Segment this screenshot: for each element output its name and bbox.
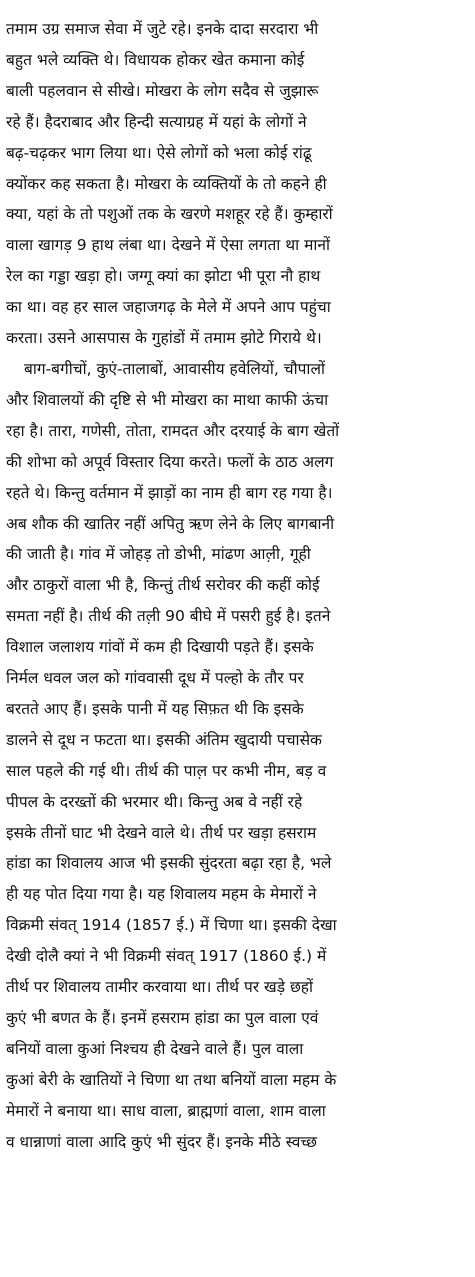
text-line: बाग-बगीचों, कुएं-तालाबों, आवासीय हवेलियों, चौपालों (24, 359, 325, 378)
text-line: साल पहले की गई थी। तीर्थ की पाल़ पर कभी नीम, बड़ व (6, 761, 327, 780)
text-line: करता। उसने आसपास के गुहांडों में तमाम झोटे गिराये थे। (6, 329, 322, 348)
text-line: विक्रमी संवत् 1914 (1857 ई.) में चिणा था। इसकी देखा (6, 916, 337, 935)
text-line: का था। वह हर साल जहाजगढ़ के मेले में अपने आप पहुंचा (6, 298, 331, 317)
body-text (6, 14, 472, 1158)
text-line: तमाम उग्र समाज सेवा में जुटे रहे। इनके दादा सरदारा भी (6, 20, 319, 38)
text-line: और शिवालयों की दृष्टि से भी मोखरा का माथा काफी ऊंचा (6, 390, 329, 409)
text-line: बाली पहलवान से सीखे। मोखरा के लोग सदैव से जुझारू (6, 81, 319, 100)
text-line: इसके तीनों घाट भी देखने वाले थे। तीर्थ पर खड़ा हसराम (6, 823, 317, 842)
text-line: रेल का गड्डा खड़ा हो। जग्गू क्यां का झोटा भी पूरा नौ हाथ (6, 267, 321, 286)
text-line: पीपल के दरख्तों की भरमार थी। किन्तु अब वे नहीं रहे (6, 792, 303, 811)
text-line: रहते थे। किन्तु वर्तमान में झाड़ों का नाम ही बाग रह गया है। (6, 483, 333, 502)
text-line: और ठाकुरों वाला भी है, किन्तुं तीर्थ सरोवर की कहीं कोई (6, 576, 320, 595)
text-line: बढ़-चढ़कर भाग लिया था। ऐसे लोगों को भला कोई रांढू (6, 143, 312, 162)
text-line: वाला खागड़ 9 हाथ लंबा था। देखने में ऐसा लगता था मानों (6, 236, 330, 255)
text-line: अब शौक की खातिर नहीं अपितु ऋण लेने के लिए बागबानी (6, 514, 335, 533)
text-line: बरतते आए हैं। इसके पानी में यह सिफ़त थी कि इसके (6, 699, 304, 718)
text-line: समता नहीं है। तीर्थ की तल़ी 90 बीघे में पसरी हुई है। इतने (6, 607, 331, 626)
text-line: बनियों वाला कुआं निश्चय ही देखने वाले हैं। पुल वाला (6, 1039, 304, 1058)
text-line: हांडा का शिवालय आज भी इसकी सुंदरता बढ़ा रहा है, भले (6, 854, 332, 873)
paragraph-1 (6, 14, 472, 354)
text-line: निर्मल धवल जल को गांववासी दूध में पल्हो के तौर पर (6, 669, 304, 688)
text-line: ही यह पोत दिया गया है। यह शिवालय महम के मेमारों ने (6, 885, 317, 904)
text-line: रहा है। तारा, गणेसी, तोता, रामदत और दरयाई के बाग खेतों (6, 421, 340, 440)
text-line: विशाल जलाशय गांवों में कम ही दिखायी पड़ते हैं। इसके (6, 638, 314, 657)
text-line: क्या, यहां के तो पशुओं तक के खरणे मशहूर रहे हैं। कुम्हारों (6, 205, 333, 224)
text-line: तीर्थ पर शिवालय तामीर करवाया था। तीर्थ पर खड़े छहों (6, 978, 314, 997)
text-line: क्योंकर कह सकता है। मोखरा के व्यक्तियों के तो कहने ही (6, 174, 327, 193)
text-line: कुआं बेरी के खातियों ने चिणा था तथा बनियों वाला महम के (6, 1070, 337, 1089)
text-line: रहे हैं। हैदराबाद और हिन्दी सत्याग्रह में यहां के लोगों ने (6, 112, 307, 131)
text-line: बहुत भले व्यक्ति थे। विधायक होकर खेत कमाना कोई (6, 50, 305, 69)
text-line: डालने से दूध न फटता था। इसकी अंतिम खुदायी पचासेक (6, 730, 322, 749)
text-line: की शोभा को अपूर्व विस्तार दिया करते। फलों के ठाठ अलग (6, 452, 334, 471)
paragraph-2 (6, 354, 472, 1158)
text-line: की जाती है। गांव में जोहड़ तो डोभी, मांढण आल़ी, गूही (6, 545, 311, 564)
text-line: देखी दोलै क्यां ने भी विक्रमी संवत् 1917 (1860 ई.) में (6, 947, 327, 966)
text-line: व धान्नाणां वाला आदि कुएं भी सुंदर हैं। इनके मीठे स्वच्छ (6, 1132, 317, 1151)
text-line: मेमारों ने बनाया था। साध वाला, ब्राह्मणां वाला, शाम वाला (6, 1101, 326, 1120)
text-line: कुएं भी बणत के हैं। इनमें हसराम हांडा का पुल वाला एवं (6, 1009, 319, 1027)
